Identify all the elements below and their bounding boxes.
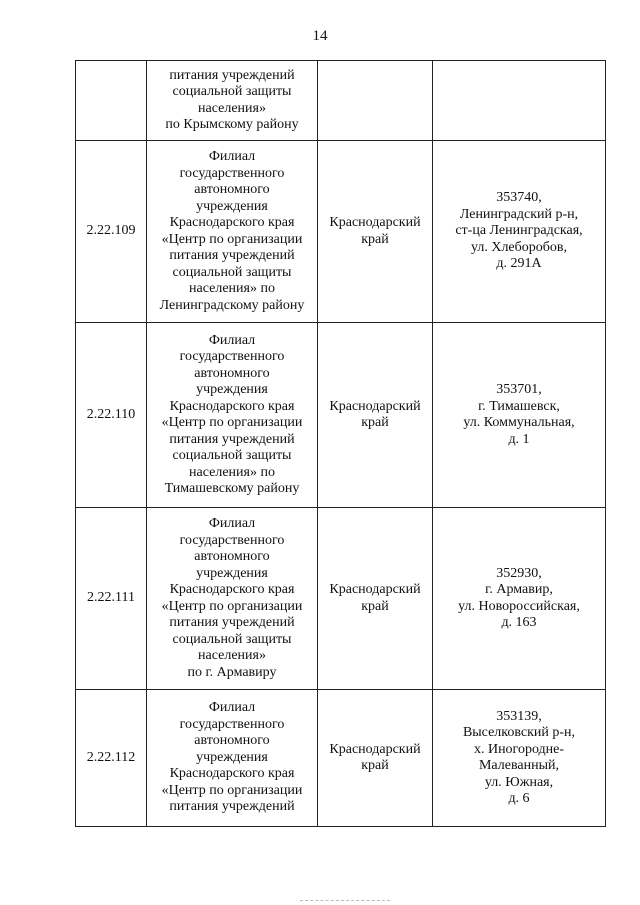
row-number-cell: 2.22.110 — [76, 323, 147, 508]
address-cell: 353139, Выселковский р-н, х. Иногородне- Малеванный, ул. Южная, д. 6 — [433, 690, 606, 827]
registry-table — [75, 60, 606, 827]
region-cell — [318, 61, 433, 141]
region-cell: Краснодарский край — [318, 323, 433, 508]
region-cell: Краснодарский край — [318, 690, 433, 827]
organization-name-cell: Филиал государственного автономного учреждения Краснодарского края «Центр по организации питания учреждений социальной защиты населения» по Ленинградскому району — [147, 141, 318, 323]
organization-name-cell: питания учреждений социальной защиты населения» по Крымскому району — [147, 61, 318, 141]
table-row — [76, 508, 606, 690]
region-cell: Краснодарский край — [318, 508, 433, 690]
table-row — [76, 690, 606, 827]
table-row — [76, 61, 606, 141]
page-number: 14 — [312, 28, 328, 44]
row-number-cell — [76, 61, 147, 141]
organization-name-cell: Филиал государственного автономного учреждения Краснодарского края «Центр по организации питания учреждений социальной защиты населения» по Тимашевскому району — [147, 323, 318, 508]
address-cell: 353740, Ленинградский р-н, ст-ца Ленинградская, ул. Хлеборобов, д. 291А — [433, 141, 606, 323]
row-number-cell: 2.22.109 — [76, 141, 147, 323]
organization-name-cell: Филиал государственного автономного учреждения Краснодарского края «Центр по организации питания учреждений социальной защиты населения» по г. Армавиру — [147, 508, 318, 690]
region-cell: Краснодарский край — [318, 141, 433, 323]
row-number-cell: 2.22.112 — [76, 690, 147, 827]
table-row — [76, 141, 606, 323]
row-number-cell: 2.22.111 — [76, 508, 147, 690]
address-cell: 353701, г. Тимашевск, ул. Коммунальная, д. 1 — [433, 323, 606, 508]
organization-name-cell: Филиал государственного автономного учреждения Краснодарского края «Центр по организации питания учреждений — [147, 690, 318, 827]
scan-artifact-line — [300, 900, 390, 902]
table-row — [76, 323, 606, 508]
address-cell: 352930, г. Армавир, ул. Новороссийская, д. 163 — [433, 508, 606, 690]
address-cell — [433, 61, 606, 141]
